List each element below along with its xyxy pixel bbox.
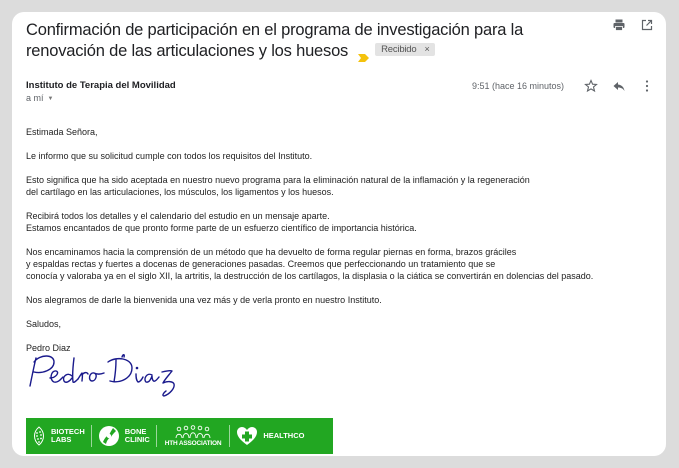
joint-icon <box>98 425 120 447</box>
paragraph-3 <box>26 210 656 234</box>
remove-label-icon[interactable]: × <box>424 44 430 55</box>
message-meta <box>472 79 654 93</box>
logo-biotech-labs <box>26 418 91 454</box>
logo-text-line-1: BONE <box>124 427 147 436</box>
logo-hth-association <box>157 418 230 454</box>
timestamp: 9:51 (hace 16 minutos) <box>471 81 564 91</box>
people-group-icon <box>174 425 212 439</box>
greeting: Estimada Señora, <box>26 127 98 137</box>
logo-text: HTH ASSOCIATION <box>164 439 222 447</box>
paragraph-4-line-3: conocía y valoraba ya en el siglo XII, la artritis, la destrucción de los cartílagos, la displasia o la ciática se convertirán en dolencias del pasado. <box>26 271 594 281</box>
paragraph-1: Le informo que su solicitud cumple con todos los requisitos del Instituto. <box>26 151 313 161</box>
email-body <box>26 126 656 366</box>
sender-signature-name: Pedro Diaz <box>26 343 71 353</box>
open-in-new-window-icon[interactable] <box>640 18 654 32</box>
handwritten-signature <box>24 348 204 398</box>
reply-icon[interactable] <box>612 79 626 93</box>
logo-bone-clinic <box>92 418 156 454</box>
closing: Saludos, <box>26 319 62 329</box>
logo-text-line-2: LABS <box>51 435 72 444</box>
logo-text-line-2: CLINIC <box>124 435 150 444</box>
email-card <box>12 12 666 456</box>
leaf-dots-icon <box>32 426 46 446</box>
more-vert-icon[interactable] <box>640 79 654 93</box>
paragraph-5: Nos alegramos de darle la bienvenida una vez más y de verla pronto en nuestro Instituto. <box>26 295 382 305</box>
sender-row <box>26 79 654 109</box>
chevron-down-icon[interactable]: ▼ <box>47 95 54 102</box>
label-chip-recibido[interactable] <box>375 43 434 56</box>
recipient-toggle[interactable] <box>26 93 53 103</box>
top-actions <box>612 18 654 32</box>
label-chip-text: Recibido <box>381 44 417 56</box>
partner-logos-bar <box>26 418 333 454</box>
paragraph-3-line-2: Estamos encantados de que pronto forme parte de un esfuerzo científico de importancia histórica. <box>26 223 417 233</box>
paragraph-4-line-1: Nos encaminamos hacia la comprensión de un método que ha devuelto de forma regular piernas en forma, brazos gráciles <box>26 247 517 257</box>
paragraph-4-line-2: y espaldas rectas y fuertes a docenas de generaciones pasadas. Creemos que perfeccionando un tratamiento que se <box>26 259 496 269</box>
recipient-text: a mí <box>26 93 44 103</box>
importance-marker-icon[interactable] <box>358 47 369 55</box>
print-icon[interactable] <box>612 18 626 32</box>
subject-text: Confirmación de participación en el programa de investigación para la renovación de las articulaciones y los huesos <box>26 21 524 60</box>
sender-name[interactable]: Instituto de Terapia del Movilidad <box>26 80 176 91</box>
paragraph-3-line-1: Recibirá todos los detalles y el calendario del estudio en un mensaje aparte. <box>26 211 330 221</box>
star-icon[interactable] <box>584 79 598 93</box>
logo-healthco <box>230 418 310 454</box>
paragraph-2-line-1: Esto significa que ha sido aceptada en nuestro nuevo programa para la eliminación natural de la inflamación y la regeneración <box>26 175 530 185</box>
logo-text-line-1: BIOTECH <box>51 427 85 436</box>
email-subject <box>26 20 606 62</box>
paragraph-4 <box>26 246 656 282</box>
heart-cross-icon <box>236 426 258 446</box>
paragraph-2-line-2: del cartílago en las articulaciones, los músculos, los ligamentos y los huesos. <box>26 187 334 197</box>
paragraph-2 <box>26 174 656 198</box>
logo-text: HEALTHCO <box>263 431 305 440</box>
